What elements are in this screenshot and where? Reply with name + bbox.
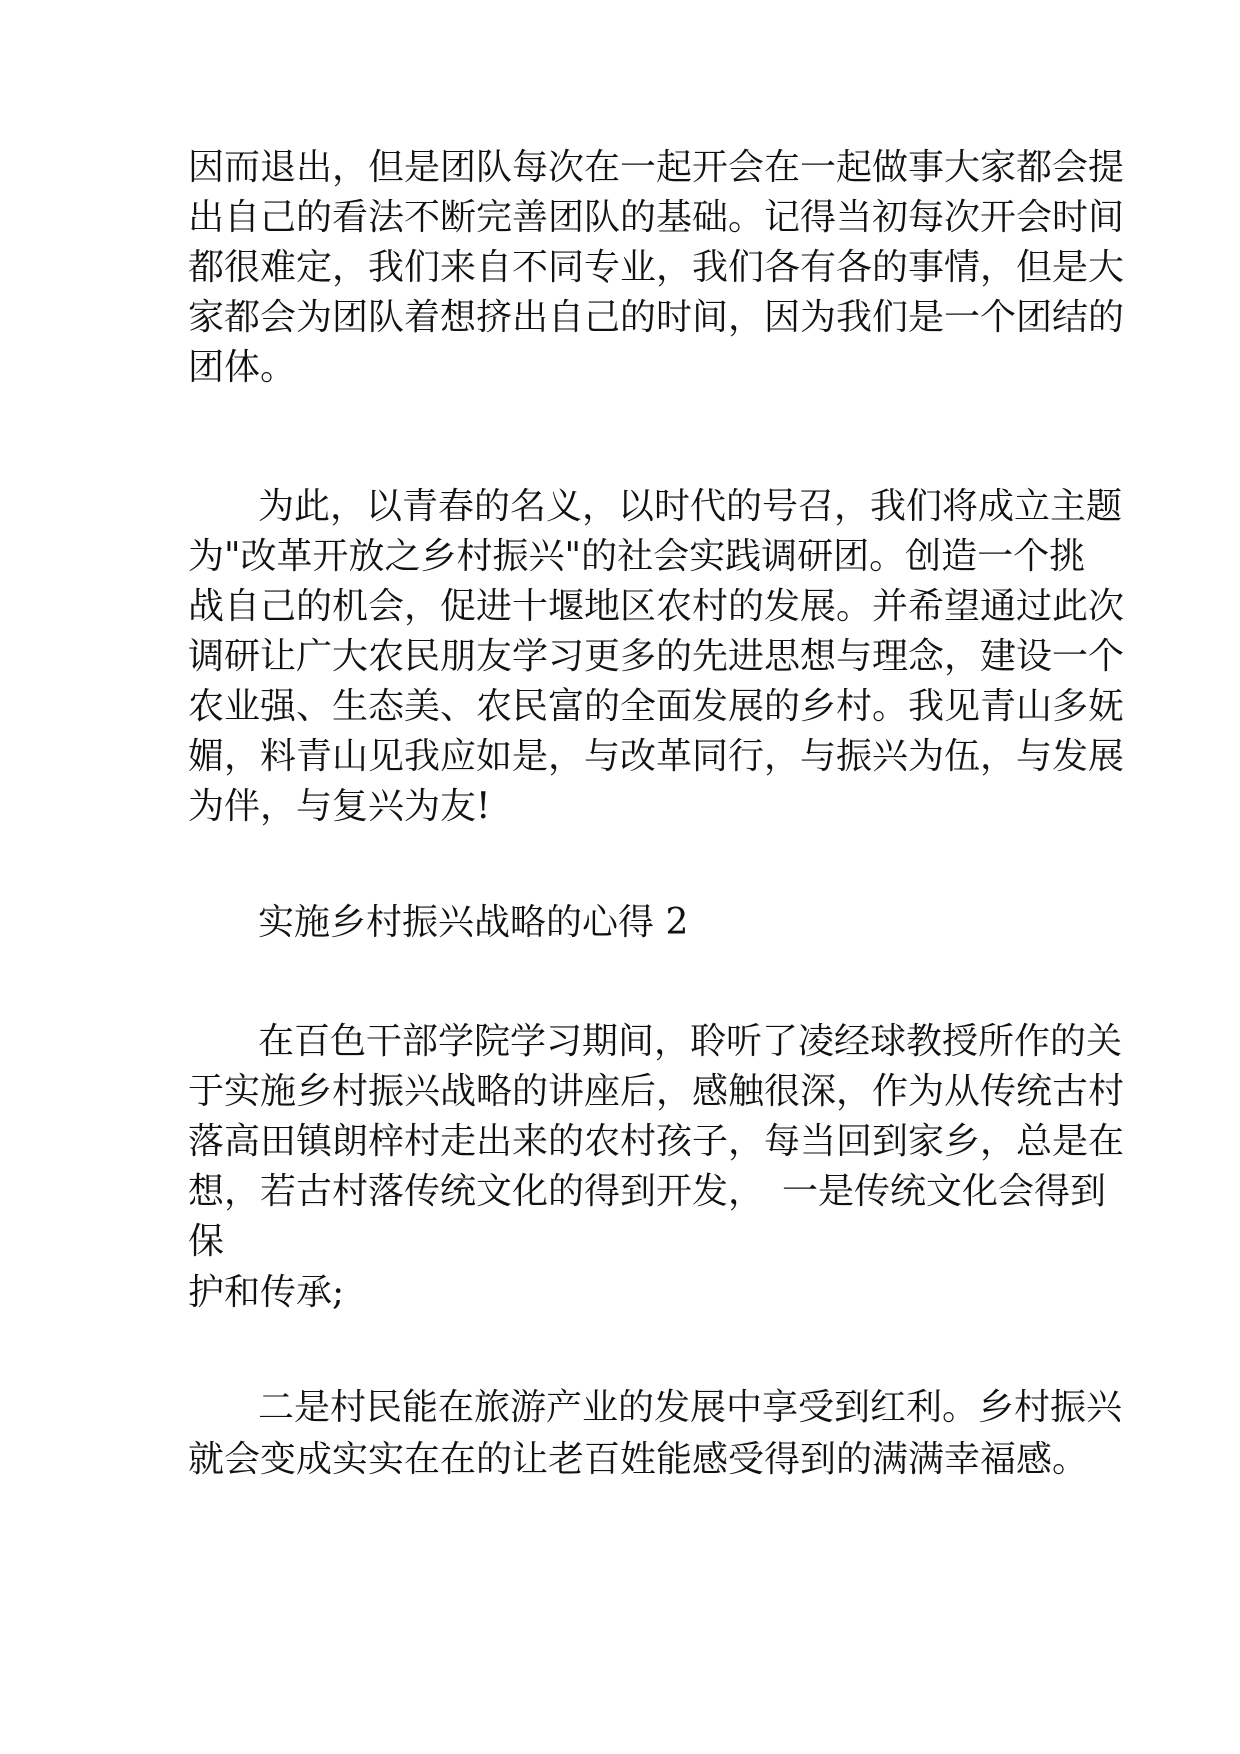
text-line: 战自己的机会，促进十堰地区农村的发展。并希望通过此次 bbox=[188, 586, 1125, 627]
text-line: 都很难定，我们来自不同专业，我们各有各的事情，但是大 bbox=[188, 247, 1125, 288]
text-line: 二是村民能在旅游产业的发展中享受到红利。乡村振兴 bbox=[258, 1387, 1123, 1428]
text-line: 在百色干部学院学习期间，聆听了凌经球教授所作的关 bbox=[258, 1021, 1123, 1062]
text-line: 农业强、生态美、农民富的全面发展的乡村。我见青山多妩 bbox=[188, 686, 1125, 727]
text-line: 因而退出，但是团队每次在一起开会在一起做事大家都会提 bbox=[188, 147, 1125, 188]
text-line: 就会变成实实在在的让老百姓能感受得到的满满幸福感。 bbox=[188, 1439, 1089, 1480]
text-line: 落高田镇朗梓村走出来的农村孩子，每当回到家乡，总是在 bbox=[188, 1121, 1125, 1162]
section-heading: 实施乡村振兴战略的心得 2 bbox=[258, 902, 689, 943]
text-line: 团体。 bbox=[188, 347, 297, 388]
text-line: 媚，料青山见我应如是，与改革同行，与振兴为伍，与发展 bbox=[188, 736, 1125, 777]
text-line: 调研让广大农民朋友学习更多的先进思想与理念，建设一个 bbox=[188, 636, 1125, 677]
text-line: 保 bbox=[188, 1221, 225, 1262]
text-line: 出自己的看法不断完善团队的基础。记得当初每次开会时间 bbox=[188, 197, 1125, 238]
text-line: 于实施乡村振兴战略的讲座后，感触很深，作为从传统古村 bbox=[188, 1071, 1125, 1112]
text-line: 为此，以青春的名义，以时代的号召，我们将成立主题 bbox=[258, 486, 1123, 527]
text-line: 护和传承; bbox=[188, 1272, 345, 1313]
text-line: 为"改革开放之乡村振兴"的社会实践调研团。创造一个挑 bbox=[188, 536, 1086, 577]
text-line: 想，若古村落传统文化的得到开发， 一是传统文化会得到 bbox=[188, 1171, 1107, 1212]
text-line: 家都会为团队着想挤出自己的时间，因为我们是一个团结的 bbox=[188, 297, 1125, 338]
text-line: 为伴，与复兴为友! bbox=[188, 786, 491, 827]
